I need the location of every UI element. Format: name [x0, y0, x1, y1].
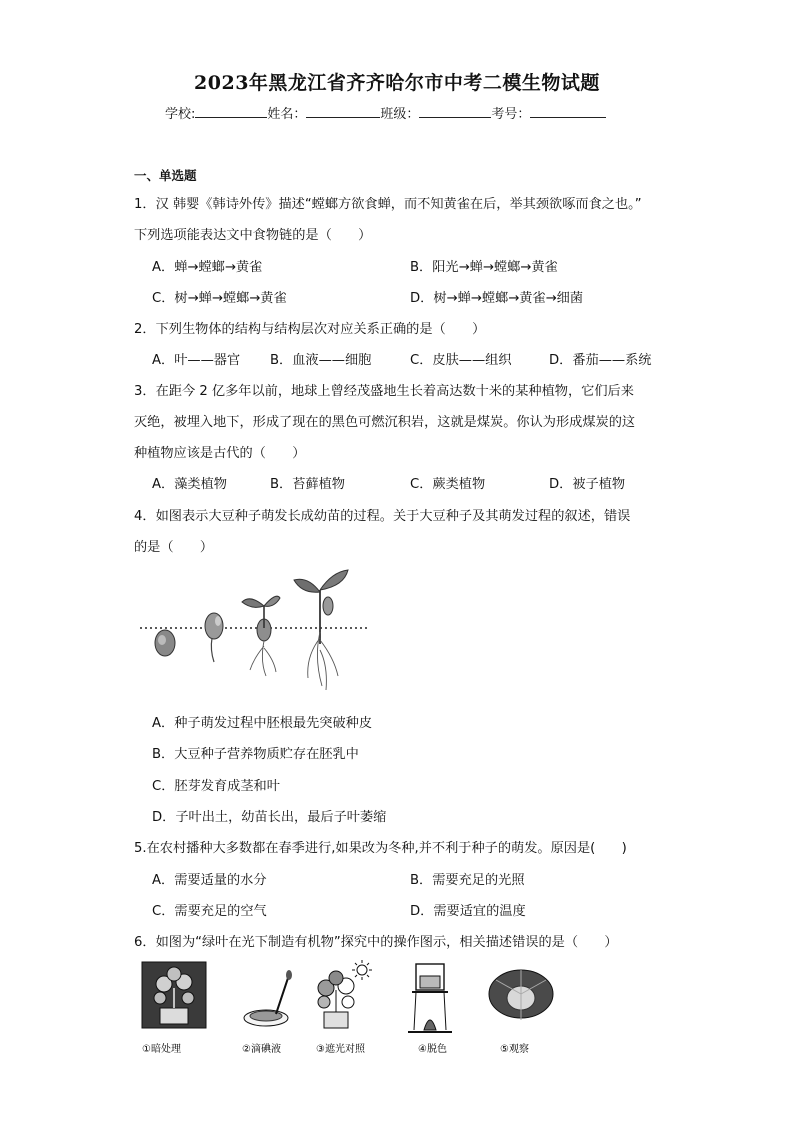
exam-no-label: 考号： — [491, 107, 531, 122]
q2-option-c[interactable]: C．皮肤——组织 — [410, 353, 512, 368]
question-1-text: 下列选项能表达文中食物链的是（ ） — [134, 228, 372, 243]
q1-option-d[interactable]: D．树→蝉→螳螂→黄雀→细菌 — [410, 291, 584, 306]
figure-label-5: ⑤观察 — [500, 1044, 529, 1055]
exam-no-blank[interactable] — [530, 105, 606, 118]
seed-germination-figure — [138, 566, 378, 696]
student-info-row — [165, 103, 606, 122]
school-label: 学校: — [165, 107, 196, 122]
class-blank[interactable] — [419, 105, 491, 118]
q5-option-d[interactable]: D．需要适宜的温度 — [410, 904, 526, 919]
question-5-text: 5.在农村播种大多数都在春季进行,如果改为冬种,并不利于种子的萌发。原因是( ) — [134, 841, 627, 856]
q5-option-a[interactable]: A．需要适量的水分 — [152, 873, 267, 888]
question-1-text: 1．汉 韩婴《韩诗外传》描述“螳螂方欲食蝉，而不知黄雀在后，举其颈欲啄而食之也。” — [134, 197, 642, 212]
figure-label-3: ③遮光对照 — [316, 1044, 365, 1055]
q4-option-a[interactable]: A．种子萌发过程中胚根最先突破种皮 — [152, 716, 373, 731]
school-blank[interactable] — [195, 105, 267, 118]
q1-option-b[interactable]: B．阳光→蝉→螳螂→黄雀 — [410, 260, 558, 275]
figure-label-1: ①暗处理 — [142, 1044, 181, 1055]
q1-option-a[interactable]: A．蝉→螳螂→黄雀 — [152, 260, 263, 275]
q4-option-c[interactable]: C．胚芽发育成茎和叶 — [152, 779, 280, 794]
question-3-text: 3．在距今 2 亿多年以前，地球上曾经茂盛地生长着高达数十米的某种植物，它们后来 — [134, 384, 634, 399]
figure-label-4: ④脱色 — [418, 1044, 447, 1055]
q3-option-b[interactable]: B．苔藓植物 — [270, 477, 345, 492]
q3-option-c[interactable]: C．蕨类植物 — [410, 477, 486, 492]
q2-option-b[interactable]: B．血液——细胞 — [270, 353, 372, 368]
name-label: 姓名： — [267, 107, 307, 122]
class-label: 班级： — [380, 107, 420, 122]
section-title: 一、单选题 — [134, 168, 197, 183]
question-6-text: 6．如图为“绿叶在光下制造有机物”探究中的操作图示，相关描述错误的是（ ） — [134, 935, 618, 950]
photosynthesis-experiment-figure — [136, 958, 556, 1058]
q5-option-b[interactable]: B．需要充足的光照 — [410, 873, 525, 888]
name-blank[interactable] — [306, 105, 380, 118]
q4-option-d[interactable]: D．子叶出土，幼苗长出，最后子叶萎缩 — [152, 810, 387, 825]
question-2-text: 2．下列生物体的结构与结构层次对应关系正确的是（ ） — [134, 322, 486, 337]
q2-option-d[interactable]: D．番茄——系统 — [549, 353, 652, 368]
question-4-text: 4．如图表示大豆种子萌发长成幼苗的过程。关于大豆种子及其萌发过程的叙述，错误 — [134, 509, 631, 524]
question-3-text: 灭绝，被埋入地下，形成了现在的黑色可燃沉积岩，这就是煤炭。你认为形成煤炭的这 — [134, 415, 636, 430]
q3-option-d[interactable]: D．被子植物 — [549, 477, 626, 492]
page-title: 2023年黑龙江省齐齐哈尔市中考二模生物试题 — [194, 72, 600, 94]
question-3-text: 种植物应该是古代的（ ） — [134, 446, 306, 461]
q3-option-a[interactable]: A．藻类植物 — [152, 477, 227, 492]
q2-option-a[interactable]: A．叶——器官 — [152, 353, 241, 368]
q4-option-b[interactable]: B．大豆种子营养物质贮存在胚乳中 — [152, 747, 359, 762]
question-4-text: 的是（ ） — [134, 540, 214, 555]
figure-label-2: ②滴碘液 — [242, 1044, 281, 1055]
q1-option-c[interactable]: C．树→蝉→螳螂→黄雀 — [152, 291, 287, 306]
q5-option-c[interactable]: C．需要充足的空气 — [152, 904, 267, 919]
